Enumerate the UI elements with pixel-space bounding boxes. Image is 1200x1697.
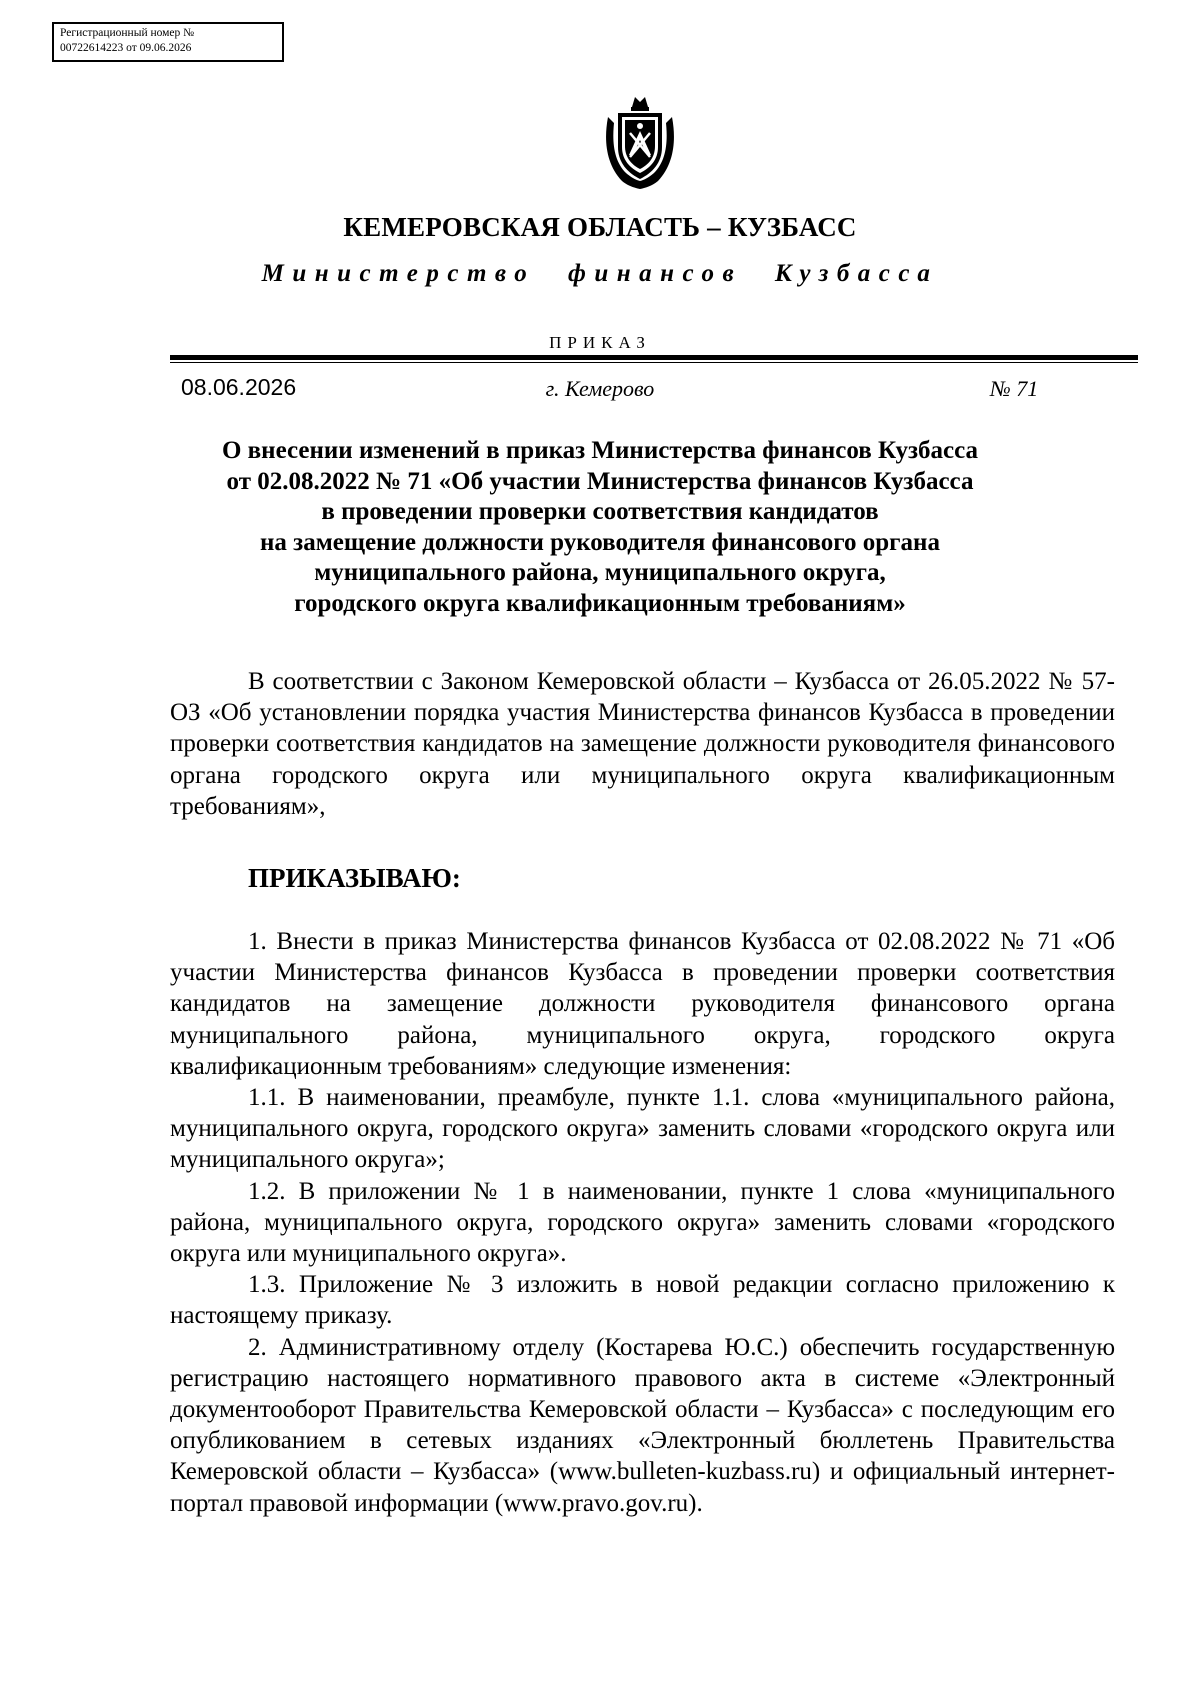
clause-1: 1. Внести в приказ Министерства финансов Кузбасса от 02.08.2022 № 71 «Об участии Министерства финансов Кузбасса в проведении проверки соответствия кандидатов на замещение должности руководителя финансового органа муниципального района, муниципального округа, городского округа квалификационным требованиям» следующие изменения: <box>170 928 1115 1080</box>
title-line: от 02.08.2022 № 71 «Об участии Министерства финансов Кузбасса <box>226 467 974 495</box>
region-name: КЕМЕРОВСКАЯ ОБЛАСТЬ – КУЗБАСС <box>343 212 857 242</box>
registration-label: Регистрационный номер № <box>60 27 195 39</box>
order-label: ПРИКАЗ <box>549 333 651 352</box>
coat-of-arms-icon <box>602 93 678 190</box>
preamble-paragraph: В соответствии с Законом Кемеровской области – Кузбасса от 26.05.2022 № 57-ОЗ «Об установлении порядка участия Министерства финансов Кузбасса в проведении проверки соответствия кандидатов на замещение должности руководителя финансового органа городского округа или муниципального округа квалификационным требованиям», <box>170 668 1115 820</box>
title-line: на замещение должности руководителя финансового органа <box>260 528 940 556</box>
order-title <box>160 436 1040 619</box>
title-line: городского округа квалификационным требованиям» <box>294 589 906 617</box>
header-rule-thin <box>170 362 1138 363</box>
order-city: г. Кемерово <box>545 376 655 401</box>
order-directive: ПРИКАЗЫВАЮ: <box>248 863 461 893</box>
registration-number: 00722614223 от 09.06.2026 <box>60 42 192 54</box>
title-line: муниципального района, муниципального округа, <box>314 559 886 586</box>
preamble-block <box>170 666 1115 822</box>
title-line: в проведении проверки соответствия кандидатов <box>321 498 879 525</box>
clause-1-3: 1.3. Приложение № 3 изложить в новой редакции согласно приложению к настоящему приказу. <box>170 1271 1115 1330</box>
order-date: 08.06.2026 <box>181 374 297 400</box>
clause-2: 2. Административному отделу (Костарева Ю.С.) обеспечить государственную регистрацию настоящего нормативного правового акта в системе «Электронный документооборот Правительства Кемеровской области – Кузбасса» с последующим его опубликованием в сетевых изданиях «Электронный бюллетень Правительства Кемеровской области – Кузбасса» (www.bulleten-kuzbass.ru) и официальный интернет-портал правовой информации (www.pravo.gov.ru). <box>170 1333 1115 1517</box>
registration-stamp <box>52 22 284 62</box>
ministry-name: Министерство финансов Кузбасса <box>261 260 939 287</box>
clause-1-1: 1.1. В наименовании, преамбуле, пункте 1.1. слова «муниципального района, муниципального округа, городского округа» заменить словами «городского округа или муниципального округа»; <box>170 1084 1115 1174</box>
clause-1-2: 1.2. В приложении № 1 в наименовании, пункте 1 слова «муниципального района, муниципального округа, городского округа» заменить словами «городского округа или муниципального округа». <box>170 1177 1115 1268</box>
order-number: № 71 <box>990 376 1039 401</box>
title-line: О внесении изменений в приказ Министерства финансов Кузбасса <box>221 437 979 464</box>
clauses-block <box>170 926 1115 1519</box>
header-rule-thick <box>170 355 1138 360</box>
